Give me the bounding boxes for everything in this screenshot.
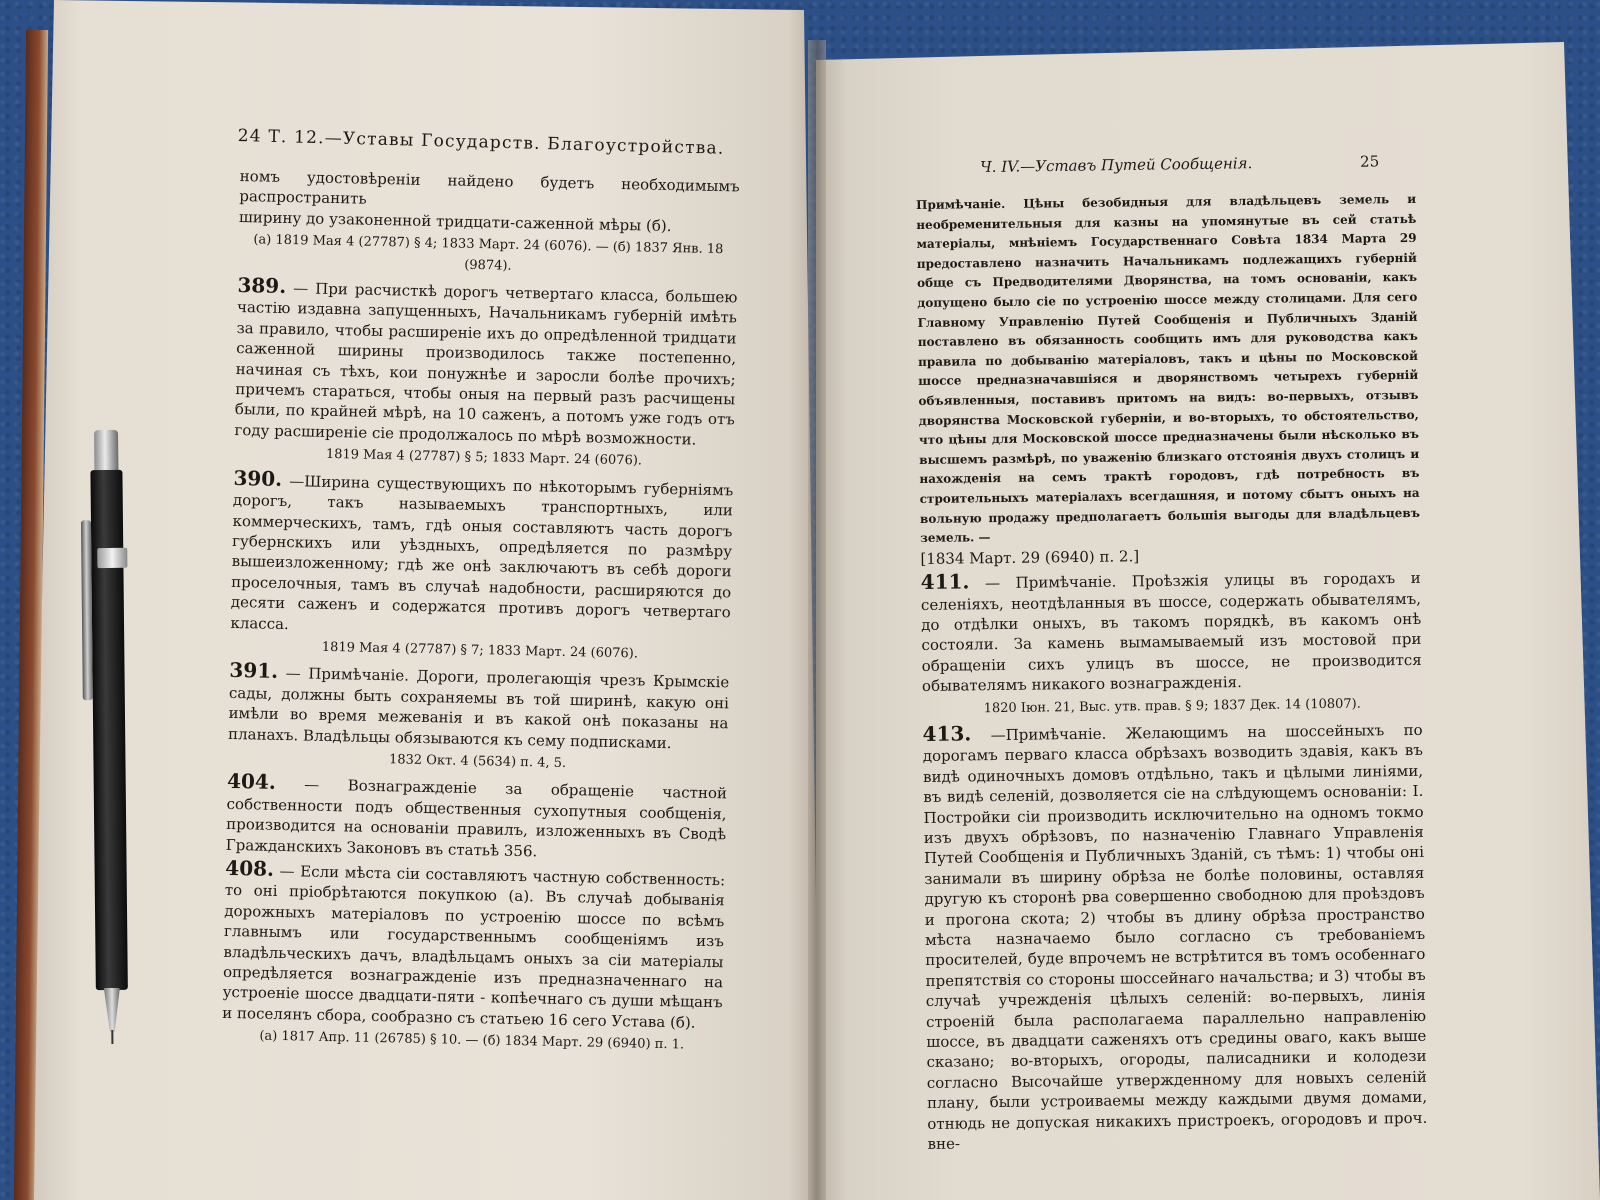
right-page-text xyxy=(916,190,1428,1155)
citation: 1819 Мая 4 (27787) § 7; 1833 Март. 24 (6076). xyxy=(321,639,639,662)
page-number: 25 xyxy=(1359,152,1380,171)
article-411 xyxy=(921,566,1422,697)
article-number: 389. xyxy=(237,273,287,299)
citation: (а) 1819 Мая 4 (27787) § 4; 1833 Март. 24 (6076). — (б) 1837 Янв. 18 (9874). xyxy=(253,232,724,274)
continuation-line: номъ удостовѣреніи найдено будетъ необходимымъ распространить xyxy=(239,166,740,209)
citation: (а) 1817 Апр. 11 (26785) § 10. — (б) 1834 Март. 29 (6940) п. 1. xyxy=(259,1028,685,1053)
citation: 1832 Окт. 4 (5634) п. 4, 5. xyxy=(388,752,567,771)
article-number: 404. xyxy=(226,769,277,795)
left-page-text xyxy=(221,166,739,1061)
pencil-band xyxy=(97,548,127,568)
article-text: — Если мѣста сіи составляютъ частную собственность: то оні пріобрѣтаются покупкою (а). Въ случаѣ добыванія дорожныхъ матеріаловъ по устроенію шоссе по всѣмъ главнымъ или государственнымъ сообщеніямъ изъ владѣльческихъ дачъ, владѣльцамъ оныхъ за сіи матеріалы опредѣляется вознагражденіе изъ предназначеннаго на устроеніе шоссе двадцати-пяти - копѣечнаго съ души мѣщанъ и поселянъ сбора, сообразно съ статьею 16 сего Устава (б). xyxy=(222,861,726,1032)
article-404 xyxy=(226,771,728,865)
article-number: 408. xyxy=(225,855,275,881)
article-413 xyxy=(922,718,1427,1155)
article-number: 391. xyxy=(229,658,279,684)
citation: 1820 Іюн. 21, Выс. утв. прав. § 9; 1837 Дек. 14 (10807). xyxy=(983,696,1361,716)
article-number: 390. xyxy=(233,465,283,491)
book-gutter xyxy=(808,40,826,1200)
article-text: — При расчисткѣ дорогъ четвертаго класса, большею частію издавна запущенныхъ, Начальникамъ губерній имѣть за правило, чтобы расширеніе ихъ до опредѣленной тридцати саженной ширины производилось также постепенно, начиная съ тѣхъ, кои понужнѣе и заросли болѣе прочихъ; причемъ стараться, чтобы оныя на первый разъ расчищены были, по крайней мѣрѣ, на 10 саженъ, а потомъ уже годъ отъ году расширеніе сіе продолжалось по мѣрѣ возможности. xyxy=(234,279,738,449)
article-text: — Вознагражденіе за обращеніе частной собственности подъ общественныя сухопутныя сообщенія, производится на основаніи правилъ, изложенныхъ въ Сводѣ Гражданскихъ Законовъ въ статьѣ 356. xyxy=(225,775,728,860)
left-page-header: 24 Т. 12.—Уставы Государств. Благоустройства. xyxy=(237,126,725,159)
article-text: — Примѣчаніе. Проѣзжія улицы въ городахъ и селеніяхъ, неотдѣланныя въ шоссе, содержать обывателямъ, до отдѣлки оныхъ, въ такомъ порядкѣ, въ какомъ онѣ состояли. За камень вымамываемый изъ мостовой при обращеніи сихъ улицъ въ шоссе, не производится обывателямъ никакого вознагражденія. xyxy=(920,568,1422,696)
article-391 xyxy=(228,660,730,754)
article-408 xyxy=(222,855,726,1034)
note-text: Примѣчаніе. Цѣны безобидныя для владѣльцевъ земель и необременительныя для казны на упомянутые въ сей статьѣ матеріалы, мнѣніемъ Государственнаго Совѣта 1834 Марта 29 предоставлено назначить Начальникамъ подлежащихъ губерній обще съ Предводителями Дворянства, на томъ основаніи, какъ допущено было сіе по устроенію шоссе между столицами. Для сего Главному Управленію Путей Сообщенія и Публичныхъ Зданій поставлено въ обязанность сообщить имъ для руководства какъ правила по добыванію матеріаловъ, такъ и цѣны по Московской шоссе предназначавшіяся и дворянствомъ четырехъ губерній объявленныя, поставивъ притомъ на видъ: во-первыхъ, отзывъ дворянства Московской губерніи, и во-вторыхъ, то обстоятельство, что цѣны для Московской шоссе предназначены были нѣсколько въ высшемъ размѣрѣ, по уваженію близкаго отстоянія двухъ столицъ и нахожденія на семъ трактѣ городовъ, гдѣ потребность въ строительныхъ матеріалахъ всегдашняя, и потому сбытъ оныхъ на вольную продажу предполагаетъ большія выгоды для владѣльцевъ земель. — xyxy=(916,191,1420,546)
article-text: —Примѣчаніе. Желающимъ на шоссейныхъ по дорогамъ перваго класса обрѣзахъ возводить здавія, какъ въ видѣ одиночныхъ домовъ отдѣльно, такъ и цѣлыми линіями, въ видѣ селеній, дозволяется сіе на слѣдующемъ основаніи: І. Постройки сіи производить исключительно на одномъ токмо изъ двухъ обрѣзовъ, по назначенію Главнаго Управленія Путей Сообщенія и Публичныхъ Зданій, съ тѣмъ: 1) чтобы оні занимали въ ширину обрѣза не болѣе половины, оставляя другую къ сторонѣ рва совершенно свободною для проѣздовъ и прогона скота; 2) чтобы въ длину обрѣза пространство мѣста назначаемо было согласно съ требованіемъ просителей, буде впрочемъ не встрѣтится въ томъ особеннаго препятствія со стороны шоссейнаго начальства; и 3) чтобы въ случаѣ учрежденія цѣлыхъ селеній: во-первыхъ, линія строеній была располагаема параллельно направленію шоссе, въ двадцати саженяхъ отъ средины оваго, какъ выше сказано; во-вторыхъ, огороды, палисадники и колодези согласно Высочайше утвержденному для новыхъ селеній плану, были устроиваемы между каждыми двумя домами, отнюдь не допуская никакихъ пристроекъ, огородовъ и проч. вне- xyxy=(922,720,1428,1153)
article-389 xyxy=(234,275,737,451)
pencil-tip xyxy=(104,988,120,1032)
article-number: 411. xyxy=(920,569,970,595)
article-text: — Примѣчаніе. Дороги, пролегающія чрезъ Крымскіе сады, должны быть сохраняемы въ той ширинѣ, какую оні имѣли во время межеванія и въ какой онѣ показаны на планахъ. Владѣльцы обязываются къ сему подписками. xyxy=(227,664,730,752)
citation: 1819 Мая 4 (27787) § 5; 1833 Март. 24 (6076). xyxy=(325,447,643,469)
pencil-lead xyxy=(111,1030,113,1044)
pencil-clip xyxy=(81,520,93,700)
continuation-line: ширину до узаконенной тридцати-саженной мѣры (б). xyxy=(238,207,672,235)
article-number: 413. xyxy=(922,721,972,746)
article-text: —Ширина существующихъ по нѣкоторымъ губерніямъ дорогъ, такъ называемыхъ транспортныхъ, или коммерческихъ, тамъ, гдѣ оныя составляютъ часть дорогъ губернскихъ или уѣздныхъ, опредѣляется по размѣру вышеизложенному; гдѣ же онѣ заключаютъ въ себѣ дороги проселочныя, тамъ въ случаѣ надобности, расширяются до десяти саженъ и содержатся противъ дорогъ четвертаго класса. xyxy=(230,471,734,633)
pencil-cap xyxy=(94,430,118,472)
article-390 xyxy=(230,465,734,644)
mechanical-pencil xyxy=(86,430,132,1040)
citation: [1834 Март. 29 (6940) п. 2.] xyxy=(920,546,1140,568)
running-title: Ч. IV.—Уставъ Путей Сообщенія. xyxy=(980,154,1253,176)
